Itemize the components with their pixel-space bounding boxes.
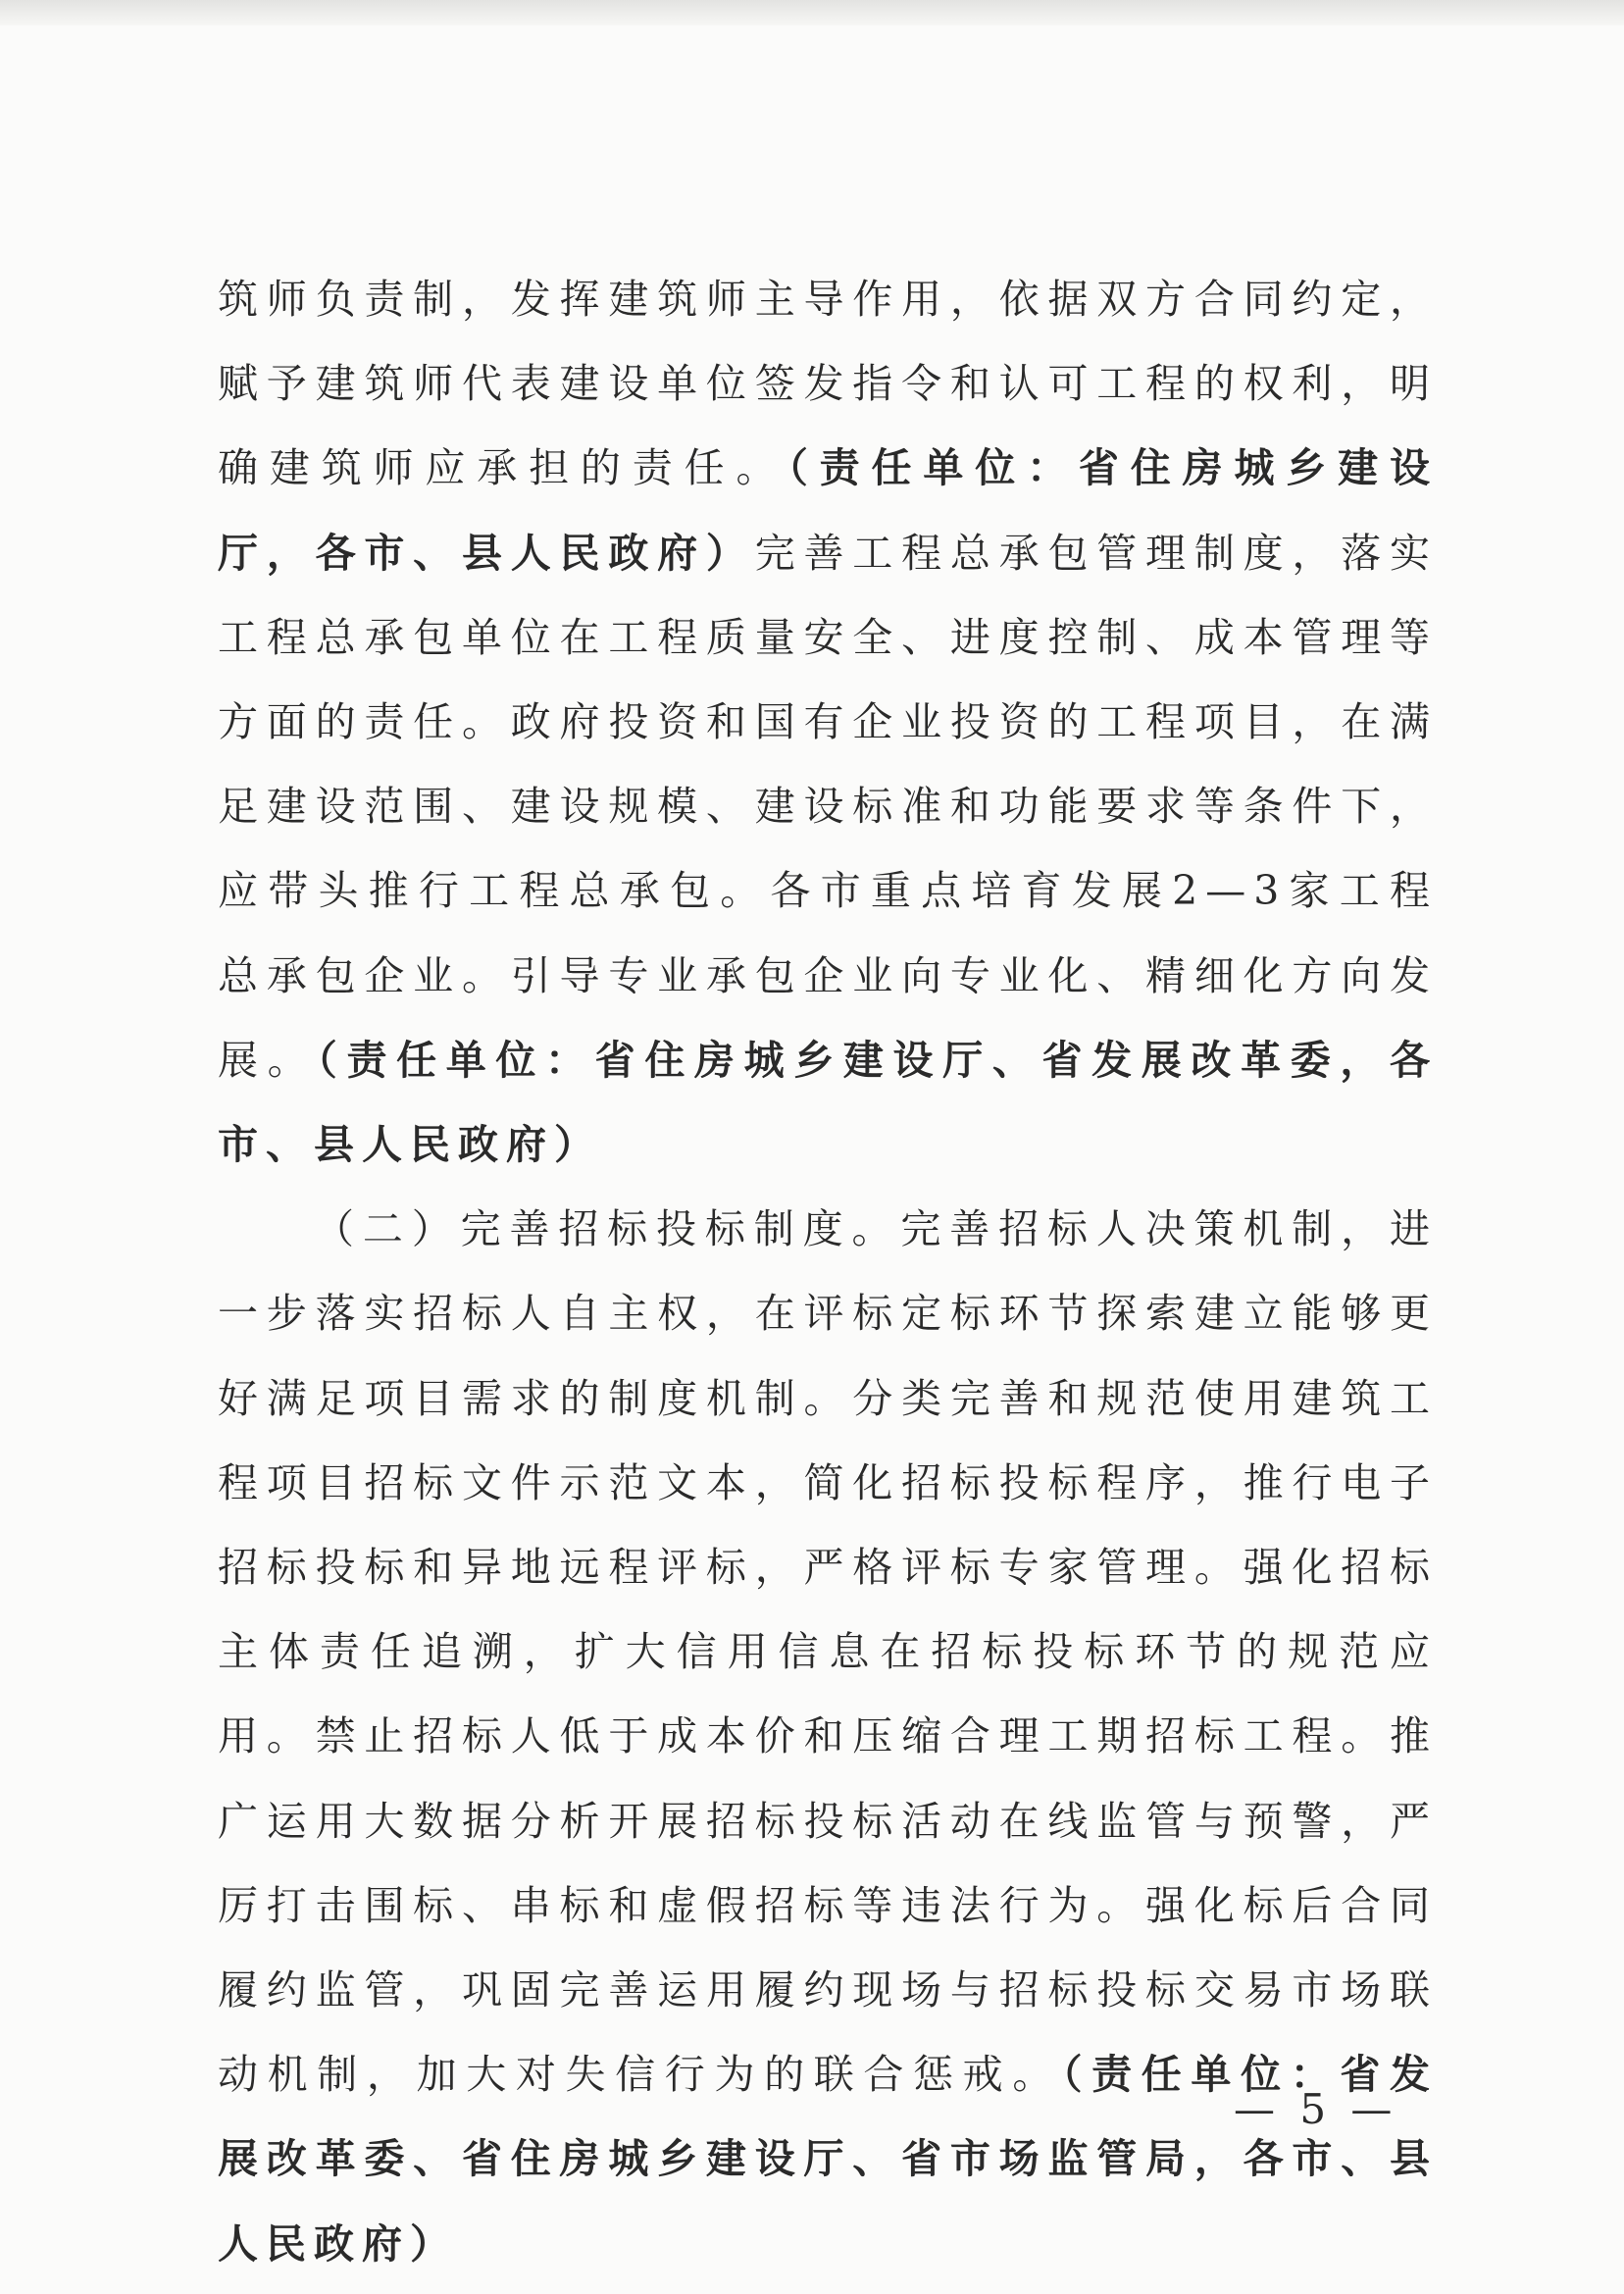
paragraph-1-text-2: 完善工程总承包管理制度，落实工程总承包单位在工程质量安全、进度控制、成本管理等方面的责任。政府投资和国有企业投资的工程项目，在满足建设范围、建设规模、建设标准和功能要求等条件下，应带头推行工程总承包。各市重点培育发展2—3家工程总承包企业。引导专业承包企业向专业化、精细化方向发展。 xyxy=(218,529,1439,1084)
paragraph-1-text-1: 筑师负责制，发挥建筑师主导作用，依据双方合同约定，赋予建筑师代表建设单位签发指令和认可工程的权利，明确建筑师应承担的责任。 xyxy=(218,276,1438,492)
responsibility-note-3: （责任单位：省发展改革委、省住房城乡建设厅、省市场监管局，各市、县人民政府） xyxy=(218,2051,1439,2268)
responsibility-note-1: （责任单位：省住房城乡建设厅，各市、县人民政府） xyxy=(218,444,1439,577)
paragraph-1 xyxy=(218,257,1438,1187)
section-heading: （二）完善招标投标制度。 xyxy=(314,1205,901,1253)
document-body xyxy=(218,257,1438,2286)
scan-top-edge xyxy=(0,0,1624,25)
responsibility-note-2: （责任单位：省住房城乡建设厅、省发展改革委，各市、县人民政府） xyxy=(218,1036,1439,1169)
paragraph-2-text: 完善招标人决策机制，进一步落实招标人自主权，在评标定标环节探索建立能够更好满足项目需求的制度机制。分类完善和规范使用建筑工程项目招标文件示范文本，简化招标投标程序，推行电子招标投标和异地远程评标，严格评标专家管理。强化招标主体责任追溯，扩大信用信息在招标投标环节的规范应用。禁止招标人低于成本价和压缩合理工期招标工程。推广运用大数据分析开展招标投标活动在线监管与预警，严厉打击围标、串标和虚假招标等违法行为。强化标后合同履约监管，巩固完善运用履约现场与招标投标交易市场联动机制，加大对失信行为的联合惩戒。 xyxy=(218,1205,1439,2099)
page-number: — 5 — xyxy=(1234,2085,1398,2133)
